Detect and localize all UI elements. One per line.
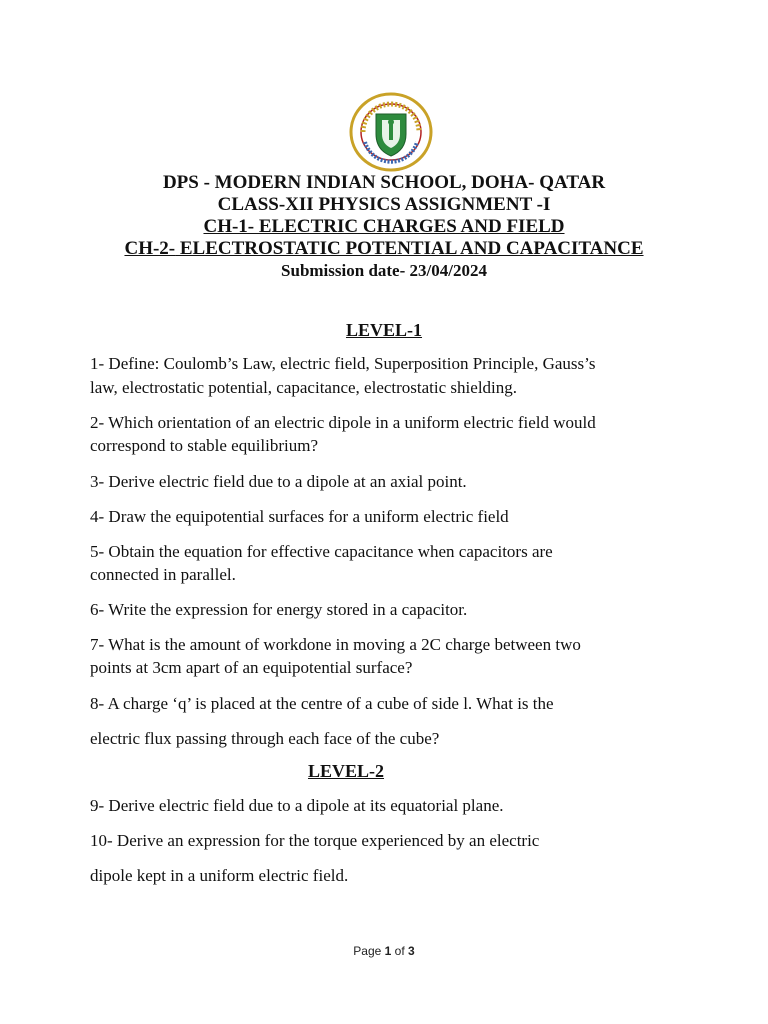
current-page: 1 xyxy=(384,944,392,958)
assignment-title: CLASS-XII PHYSICS ASSIGNMENT -I xyxy=(217,194,551,215)
total-pages: 3 xyxy=(408,944,415,958)
question-9: 9- Derive electric field due to a dipole at its equatorial plane. xyxy=(90,796,504,815)
question-2-line-2: correspond to stable equilibrium? xyxy=(90,436,319,455)
chapter-2-prefix: CH-2- xyxy=(124,238,176,259)
question-5-line-1: 5- Obtain the equation for effective capacitance when capacitors are xyxy=(90,542,553,561)
question-10-line-1: 10- Derive an expression for the torque experienced by an electric xyxy=(90,831,540,850)
document-header xyxy=(0,172,768,282)
question-8-line-1: 8- A charge ‘q’ is placed at the centre of a cube of side l. What is the xyxy=(90,694,554,713)
level-2-heading: LEVEL-2 xyxy=(307,761,385,781)
submission-date: Submission date- 23/04/2024 xyxy=(281,261,487,280)
question-1-line-1: 1- Define: Coulomb’s Law, electric field, Superposition Principle, Gauss’s xyxy=(90,354,596,373)
chapter-2-title xyxy=(0,238,768,260)
question-2-line-1: 2- Which orientation of an electric dipole in a uniform electric field would xyxy=(90,413,596,432)
school-crest-icon xyxy=(349,92,433,172)
chapter-1-title: CH-1- ELECTRIC CHARGES AND FIELD xyxy=(203,216,565,237)
chapter-2-name: ELECTROSTATIC POTENTIAL AND CAPACITANCE xyxy=(175,238,644,259)
question-1-line-2: law, electrostatic potential, capacitance, electrostatic shielding. xyxy=(90,378,518,397)
question-4: 4- Draw the equipotential surfaces for a uniform electric field xyxy=(90,507,509,526)
question-6: 6- Write the expression for energy stored in a capacitor. xyxy=(90,600,468,619)
question-7-line-1: 7- What is the amount of workdone in moving a 2C charge between two xyxy=(90,635,581,654)
question-3: 3- Derive electric field due to a dipole at an axial point. xyxy=(90,472,467,491)
question-8-line-2: electric flux passing through each face of the cube? xyxy=(90,729,440,748)
question-5-line-2: connected in parallel. xyxy=(90,565,236,584)
level-1-heading: LEVEL-1 xyxy=(345,320,423,340)
question-10-line-2: dipole kept in a uniform electric field. xyxy=(90,866,349,885)
page-word: Page xyxy=(353,944,382,958)
school-name: DPS - MODERN INDIAN SCHOOL, DOHA- QATAR xyxy=(162,172,606,193)
of-word: of xyxy=(394,944,405,958)
question-7-line-2: points at 3cm apart of an equipotential surface? xyxy=(90,658,413,677)
page-number xyxy=(0,944,768,958)
